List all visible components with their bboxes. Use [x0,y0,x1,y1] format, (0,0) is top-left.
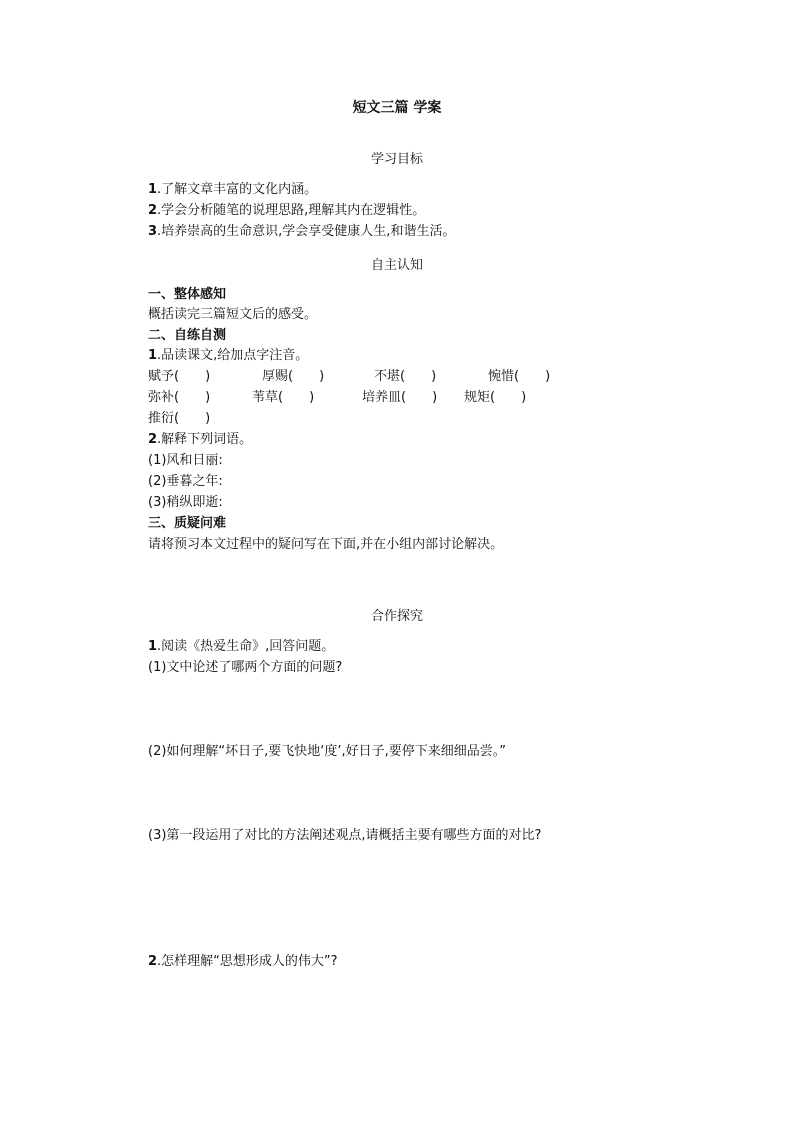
section-heading-self-study: 自主认知 [370,258,423,273]
objective-number: 3 [148,224,158,239]
pinyin-item: 惋惜( ) [488,369,551,384]
section-heading-cooperation: 合作探究 [370,609,423,624]
part-title-practice: 二、自练自测 [148,328,227,343]
objective-text: .培养崇高的生命意识,学会享受健康人生,和谐生活。 [157,224,456,239]
question-text: .品读课文,给加点字注音。 [157,348,309,363]
part-title-overall: 一、整体感知 [148,287,227,302]
pinyin-item: 推衍( ) [148,411,211,426]
term-item: (3)稍纵即逝: [148,495,223,510]
objective-item [148,225,455,238]
practice-question-1 [148,349,308,362]
pinyin-item: 规矩( ) [464,390,527,405]
term-item: (1)风和日丽: [148,453,223,468]
objective-item [148,183,317,196]
objective-text: .了解文章丰富的文化内涵。 [157,182,318,197]
document-title: 短文三篇 学案 [352,100,442,116]
pinyin-item: 培养皿( ) [362,390,438,405]
term-item: (2)垂暮之年: [148,474,223,489]
question-number: 1 [148,348,158,363]
pinyin-row [148,412,668,428]
cooperation-question-2 [148,955,338,968]
sub-question: (3)第一段运用了对比的方法阐述观点,请概括主要有哪些方面的对比? [148,828,542,843]
part-title-questions: 三、质疑问难 [148,516,227,531]
sub-question: (2)如何理解“坏日子,要飞快地‘度’,好日子,要停下来细细品尝。” [148,744,507,759]
question-text: .阅读《热爱生命》,回答问题。 [157,639,335,654]
sub-question: (1)文中论述了哪两个方面的问题? [148,660,343,675]
question-number: 1 [148,639,158,654]
objective-text: .学会分析随笔的说理思路,理解其内在逻辑性。 [157,203,426,218]
pinyin-row [148,370,668,386]
pinyin-row [148,391,668,407]
question-text: .怎样理解“思想形成人的伟大”? [157,954,338,969]
practice-question-2 [148,433,252,446]
cooperation-question-1 [148,640,334,653]
objective-item [148,204,425,217]
pinyin-item: 厚赐( ) [262,369,325,384]
pinyin-item: 苇草( ) [252,390,315,405]
question-number: 2 [148,954,158,969]
question-text: .解释下列词语。 [157,432,253,447]
question-number: 2 [148,432,158,447]
part-text-questions: 请将预习本文过程中的疑问写在下面,并在小组内部讨论解决。 [148,537,504,552]
objective-number: 2 [148,203,158,218]
objective-number: 1 [148,182,158,197]
pinyin-item: 不堪( ) [374,369,437,384]
part-text-overall: 概括读完三篇短文后的感受。 [148,307,318,322]
pinyin-item: 弥补( ) [148,390,211,405]
section-heading-objectives: 学习目标 [370,152,423,167]
pinyin-item: 赋予( ) [148,369,211,384]
